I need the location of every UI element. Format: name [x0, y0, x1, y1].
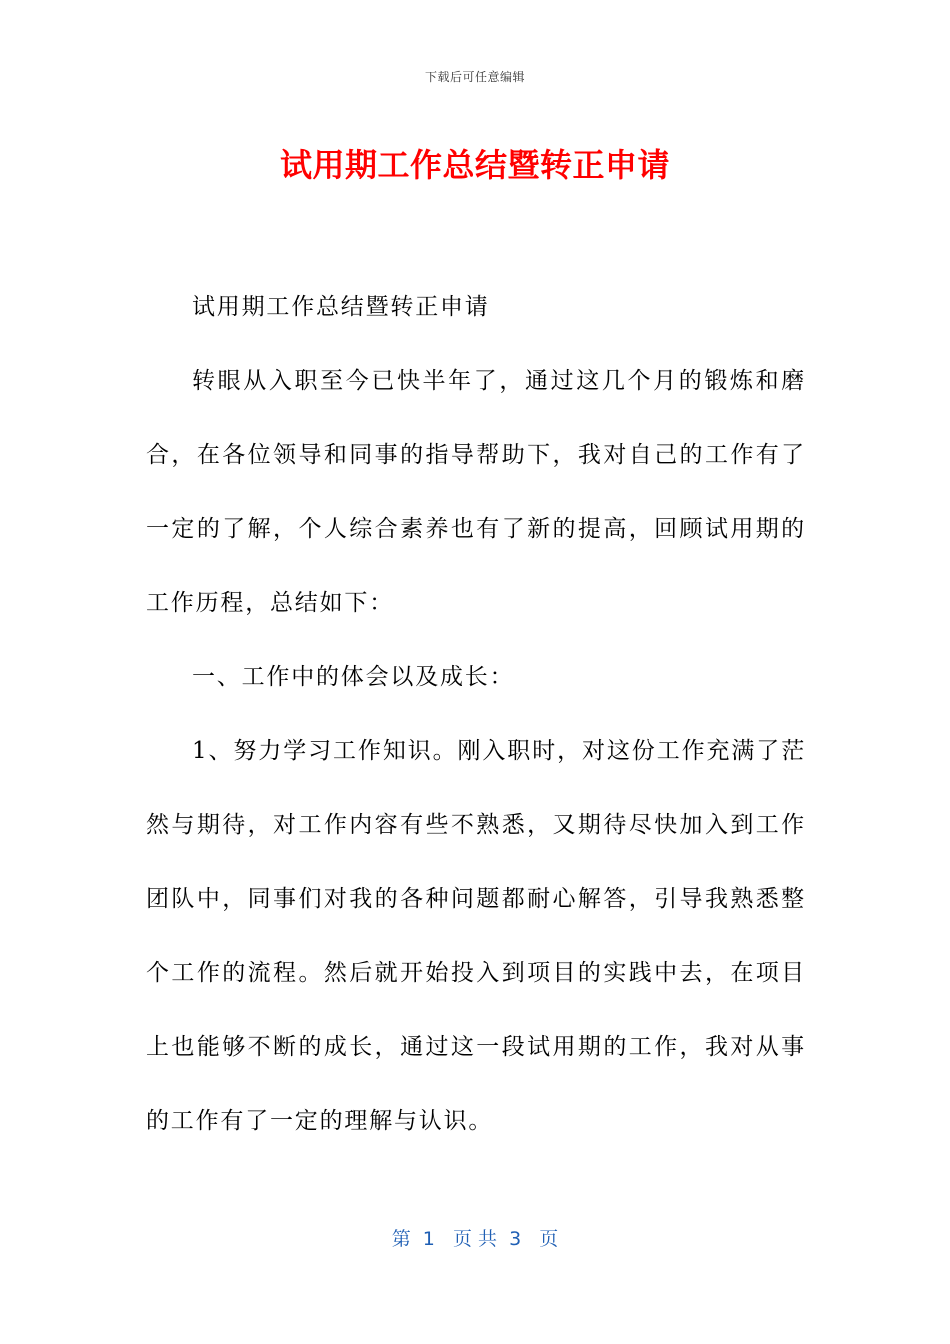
- paragraph-intro: 转眼从入职至今已快半年了，通过这几个月的锻炼和磨合，在各位领导和同事的指导帮助下，我对自己的工作有了一定的了解，个人综合素养也有了新的提高，回顾试用期的工作历程，总结如下：: [146, 368, 806, 616]
- paragraph-subtitle: 试用期工作总结暨转正申请: [192, 294, 490, 320]
- document-body: [146, 270, 806, 1158]
- paragraph-section-heading: 一、工作中的体会以及成长：: [192, 664, 515, 690]
- paragraph-item-1: 1、努力学习工作知识。刚入职时，对这份工作充满了茫然与期待，对工作内容有些不熟悉，又期待尽快加入到工作团队中，同事们对我的各种问题都耐心解答，引导我熟悉整个工作的流程。然后就开始投入到项目的实践中去，在项目上也能够不断的成长，通过这一段试用期的工作，我对从事的工作有了一定的理解与认识。: [146, 738, 806, 1134]
- page-footer: 第 1 页 共 3 页: [391, 1228, 559, 1250]
- document-title: 试用期工作总结暨转正申请: [279, 146, 670, 184]
- header-note: 下载后可任意编辑: [424, 70, 525, 84]
